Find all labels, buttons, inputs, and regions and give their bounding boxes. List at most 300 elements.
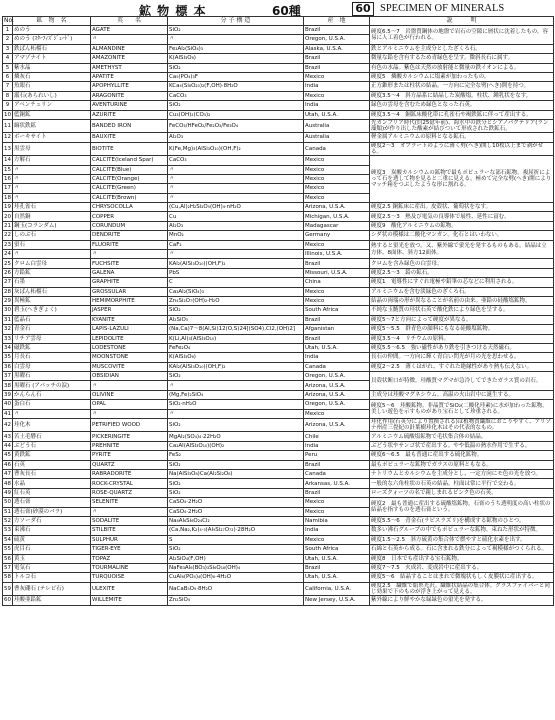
mineral-english-name: SELENITE (91, 498, 168, 507)
mineral-formula: SiO₂ (168, 545, 304, 554)
mineral-locality: Michigan, U.S.A. (304, 212, 370, 221)
mineral-japanese-name: 青金石 (13, 325, 91, 334)
mineral-formula: SiO₂ (168, 101, 304, 110)
mineral-description: 硬度1 電導性にすぐれ電極や鉛筆の芯などに利用される。 (370, 278, 554, 287)
mineral-japanese-name: 〃 (13, 193, 91, 202)
mineral-description: 硬度5.5〜6 青金石(ラピスラズリ)を構成する鉱物のひとつ。 (370, 516, 554, 525)
mineral-japanese-name: 碧玉(へきぎょく) (13, 306, 91, 315)
mineral-english-name: ROCK-CRYSTAL (91, 479, 168, 488)
mineral-formula: Ca₂Al(AlSi₃O₁₀)(OH)₂ (168, 441, 304, 450)
row-number: 16 (4, 175, 11, 182)
mineral-formula: SiO₂·nH₂O (168, 400, 304, 409)
mineral-formula: 〃 (168, 250, 304, 259)
mineral-japanese-name: 黒雲母 (13, 142, 91, 155)
table-row (3, 545, 554, 554)
mineral-locality: Mexico (304, 72, 370, 81)
table-row (3, 362, 554, 371)
mineral-formula: FeCO₃/HFeO₂/Fe₂O₃/Fe₃O₄ (168, 119, 304, 132)
mineral-description: 硬度5〜6 珪酸鉱物。非晶質でSiO₂(二酸化珪素)に水が加わった鉱物。美しい遊色を示すものがあり宝石として珍重される。 (370, 400, 554, 419)
mineral-description: 硬度3.5〜4 斜方晶系に結晶した炭酸塩。柱状、鍾乳状をなす。 (370, 91, 554, 100)
mineral-japanese-name: 藍晶石 (13, 315, 91, 324)
mineral-locality: New Jersey, U.S.A. (304, 596, 370, 605)
table-row (3, 563, 554, 572)
table-row (3, 221, 554, 230)
mineral-formula: (Ca,Na₂,K₂)₄·₅(Al₉Si₂₇O₇₂)·28H₂O (168, 526, 304, 535)
mineral-locality: Canada (304, 470, 370, 479)
table-row (3, 133, 554, 142)
mineral-formula: Zn₄Si₂O₇(OH)₂·H₂O (168, 296, 304, 305)
row-number: 50 (4, 499, 11, 506)
row-number: 3 (3, 44, 13, 53)
mineral-locality: Brazil (304, 563, 370, 572)
table-row (3, 400, 554, 409)
specimen-count: 60種 (272, 4, 301, 18)
row-number: 43 (4, 433, 11, 440)
row-number: 2 (3, 35, 13, 44)
mineral-english-name: LAPIS-LAZULI (91, 325, 168, 334)
mineral-locality: Brazil (304, 26, 370, 35)
mineral-japanese-name: 縞状鉄鉱 (13, 119, 91, 132)
mineral-formula: CuAl₆(PO₄)₄(OH)₈·4H₂O (168, 573, 304, 582)
mineral-locality: Mexico (304, 184, 370, 193)
mineral-locality: Utah, U.S.A. (304, 573, 370, 582)
mineral-formula: CaCO₃ (168, 91, 304, 100)
mineral-japanese-name: 〃 (13, 409, 91, 418)
mineral-english-name: SULPHUR (91, 535, 168, 544)
mineral-locality: Oregon, U.S.A. (304, 35, 370, 44)
mineral-english-name: QUARTZ (91, 460, 168, 469)
mineral-description: ローズクォーツの名で親しまれるピンク色の石英。 (370, 488, 554, 497)
mineral-english-name: 〃 (91, 35, 168, 44)
mineral-locality: India (304, 526, 370, 535)
mineral-locality: India (304, 353, 370, 362)
mineral-description: 硬度7〜7.5 火成岩、変成岩中に産出する。 (370, 563, 554, 572)
table-row (3, 419, 554, 432)
mineral-locality: Mexico (304, 193, 370, 202)
mineral-english-name: MOONSTONE (91, 353, 168, 362)
mineral-japanese-name: 〃 (13, 250, 91, 259)
mineral-formula: C (168, 278, 304, 287)
row-number: 12 (4, 134, 11, 141)
mineral-description: 不純な玉髄質の珪状石英で酸化鉄により緑色を呈する。 (370, 306, 554, 315)
mineral-description: 硬度6〜6.5 最も普通に産出する硫化鉱物。 (370, 451, 554, 460)
mineral-english-name: ULEXITE (91, 582, 168, 595)
mineral-description: 先カンブリア時代(約25億年前)、海水中の鉄分とシアノバクテリア(ラン藻類)が作り出した酸素が結びついて形成された鉄鉱石。 (370, 119, 554, 132)
mineral-locality: Illinois, U.S.A. (304, 250, 370, 259)
row-number: 48 (4, 480, 11, 487)
mineral-english-name: ALMANDINE (91, 44, 168, 53)
row-number: 18 (4, 194, 11, 201)
mineral-description: 硬度8 日本でも産出する宝石鉱物。 (370, 554, 554, 563)
mineral-formula: Al₂SiO₅ (168, 315, 304, 324)
row-number: 36 (4, 363, 11, 370)
mineral-english-name: JASPER (91, 306, 168, 315)
table-row (3, 203, 554, 212)
mineral-formula: SiO₂ (168, 479, 304, 488)
mineral-locality: Brazil (304, 63, 370, 72)
mineral-english-name: DENDRITE (91, 231, 168, 240)
mineral-formula: Al₂O₃ (168, 221, 304, 230)
table-row (3, 110, 554, 119)
mineral-locality: Canada (304, 362, 370, 371)
mineral-english-name: APATITE (91, 72, 168, 81)
row-number: 20 (4, 213, 11, 220)
mineral-english-name: CALCITE(Green) (91, 184, 168, 193)
mineral-japanese-name: 自然銅 (13, 212, 91, 221)
mineral-japanese-name: 黒曜石 (13, 372, 91, 381)
mineral-english-name: TIGER-EYE (91, 545, 168, 554)
mineral-english-name: RABRADORITE (91, 470, 168, 479)
mineral-english-name: ARAGONITE (91, 91, 168, 100)
mineral-locality: India (304, 82, 370, 91)
mineral-locality: Brazil (304, 460, 370, 469)
row-number: 44 (4, 442, 11, 449)
mineral-english-name: CHRYSOCOLLA (91, 203, 168, 212)
row-number: 52 (4, 518, 11, 525)
table-row (3, 240, 554, 249)
mineral-locality: Brazil (304, 54, 370, 63)
mineral-english-name: AMAZONITE (91, 54, 168, 63)
mineral-japanese-name: 〃 (13, 165, 91, 174)
mineral-japanese-name: 珪化木 (13, 419, 91, 432)
mineral-japanese-name: 方ソーダ石 (13, 516, 91, 525)
table-row (3, 72, 554, 81)
mineral-english-name: ROSE-QUARTZ (91, 488, 168, 497)
mineral-locality: Arkansas, U.S.A. (304, 479, 370, 488)
mineral-english-name: 〃 (91, 381, 168, 390)
mineral-formula: 〃 (168, 193, 304, 202)
mineral-japanese-name: 〃 (13, 184, 91, 193)
mineral-description: 硬度3.5〜4 銅鉱床酸化帯に孔雀石や褐鉄鉱に伴って産出する。 (370, 110, 554, 119)
mineral-formula: K(Fe,Mg)₃(AlSi₃O₁₀)(OH,F)₂ (168, 142, 304, 155)
mineral-description: 珪化作用(石英分により置換される)は植物質繊維におこりやすく、アリゾナ州産三畳紀の針葉樹珪化木はその代表的なもの。 (370, 419, 554, 432)
table-row (3, 268, 554, 277)
mineral-description: 硬度5.5〜6.5 強い磁性があり鉄を引きつける天然磁石。 (370, 343, 554, 352)
table-row (3, 296, 554, 305)
mineral-english-name: FLUORITE (91, 240, 168, 249)
mineral-description: 硬度2.5〜3 熱及び電気の良導体で展性、延性に富む。 (370, 212, 554, 221)
mineral-description: 硬度2.5〜3 鉛の鉱石。 (370, 268, 554, 277)
table-row (3, 101, 554, 110)
mineral-locality: Arizona, U.S.A. (304, 390, 370, 399)
mineral-description: ナトリウムとカルシウムを主成分とし、一定方向にモ色の光を放つ。 (370, 470, 554, 479)
mineral-english-name: FUCHSITE (91, 259, 168, 268)
row-number: 32 (4, 326, 11, 333)
mineral-formula: Fe₃Al₂(SiO₄)₃ (168, 44, 304, 53)
mineral-locality: Brazil (304, 315, 370, 324)
mineral-description: 長石の仲間。一方向に輝く青白い閃光が月の光を思わせる。 (370, 353, 554, 362)
mineral-english-name: CALCITE(Blue) (91, 165, 168, 174)
row-number: 58 (4, 574, 11, 581)
mineral-formula: Na₈Al₆Si₆O₂₄Cl₂ (168, 516, 304, 525)
mineral-description: 硬度2〜3 オブラートのように薄く劈(へき)開し10枚以上まで剥がせる。 (370, 142, 554, 155)
mineral-formula: Al₂SiO₄(F,OH) (168, 554, 304, 563)
mineral-formula: MgAl₂(SO₄)₄·22H₂O (168, 432, 304, 441)
table-row (3, 535, 554, 544)
table-row (3, 596, 554, 605)
row-number: 46 (4, 461, 11, 468)
mineral-english-name: LEPIDOLITE (91, 334, 168, 343)
mineral-formula: KCa₄(Si₈O₂₀)₂(F,OH)·8H₂O (168, 82, 304, 91)
mineral-formula: SiO₂ (168, 488, 304, 497)
mineral-japanese-name: 紫水晶 (13, 63, 91, 72)
mineral-formula: 〃 (168, 35, 304, 44)
mineral-locality: Alaska, U.S.A. (304, 44, 370, 53)
mineral-locality: Mexico (304, 296, 370, 305)
mineral-formula: KAl₂(AlSi₃O₁₀)(OH,F)₂ (168, 362, 304, 371)
mineral-english-name: PYRITE (91, 451, 168, 460)
mineral-locality: Arizona, U.S.A. (304, 203, 370, 212)
mineral-formula: Zn₂SiO₄ (168, 596, 304, 605)
mineral-formula: SiO₂ (168, 460, 304, 469)
mineral-japanese-name: 磁鉄鉱 (13, 343, 91, 352)
mineral-description: 硬度5 燐酸カルシウムに塩素が加わったもの。 (370, 72, 554, 81)
row-number: 54 (4, 536, 11, 543)
mineral-locality: Brazil (304, 334, 370, 343)
mineral-japanese-name: 珪孔雀石 (13, 203, 91, 212)
table-row (3, 343, 554, 352)
page-number-box: 60 (352, 2, 374, 16)
mineral-description: 結晶の両端の形が異なることが名前の由来。亜鉛の硅酸塩鉱物。 (370, 296, 554, 305)
table-row (3, 451, 554, 460)
mineral-description: 軽金属アルミニウムの原料となる鉱石。 (370, 133, 554, 142)
row-number: 9 (3, 101, 13, 110)
row-number: 57 (4, 565, 11, 572)
table-row (3, 306, 554, 315)
mineral-english-name: PICKERINGITE (91, 432, 168, 441)
mineral-description: 硬度2.5 繊維で絹糸光沢。繊維状結晶の集合体。グラスファイバーと同じ効果で下のものが浮き上がって見える。 (370, 582, 554, 595)
mineral-japanese-name: 鉄ばん柘榴石 (13, 44, 91, 53)
mineral-japanese-name: 曹灰長石 (13, 470, 91, 479)
col-header-japanese-name: 鉱 物 名 (13, 17, 91, 26)
row-number: 8 (3, 91, 13, 100)
mineral-japanese-name: アベンチュリン (13, 101, 91, 110)
mineral-formula: SiO₂ (168, 306, 304, 315)
mineral-japanese-name: 石墨 (13, 278, 91, 287)
row-number: 35 (4, 354, 11, 361)
mineral-description: 有色の水晶。紫色は天然の放射能と微量の鉄イオンによる。 (370, 63, 554, 72)
table-row (3, 156, 554, 165)
mineral-formula: SiO₂ (168, 63, 304, 72)
table-row (3, 432, 554, 441)
row-number: 38 (4, 382, 11, 389)
mineral-locality: Peru (304, 451, 370, 460)
table-header-row (3, 17, 554, 26)
table-row (3, 91, 554, 100)
mineral-japanese-name: 透石膏 (13, 498, 91, 507)
mineral-japanese-name: 虎目石 (13, 545, 91, 554)
mineral-locality: Utah, U.S.A. (304, 110, 370, 119)
row-number: 31 (4, 316, 11, 323)
mineral-english-name: HEMIMORPHITE (91, 296, 168, 305)
mineral-locality: Brazil (304, 259, 370, 268)
mineral-formula: SiO₂ (168, 26, 304, 35)
mineral-locality: Germany (304, 231, 370, 240)
row-number: 47 (4, 471, 11, 478)
table-row (3, 212, 554, 221)
mineral-formula: MnO₂ (168, 231, 304, 240)
mineral-english-name: BIOTITE (91, 142, 168, 155)
row-number: 53 (4, 527, 11, 534)
mineral-japanese-name: 燐灰石 (13, 72, 91, 81)
mineral-formula: K(AlSi₃O₈) (168, 353, 304, 362)
mineral-japanese-name: トルコ石 (13, 573, 91, 582)
row-number: 37 (4, 373, 11, 380)
mineral-locality: Utah, U.S.A. (304, 554, 370, 563)
mineral-formula: 〃 (168, 409, 304, 418)
mineral-formula: NaFe₃Al₆(BO₃)₃Si₆O₁₈(OH)₄ (168, 563, 304, 572)
mineral-formula: FeS₂ (168, 451, 304, 460)
row-number: 25 (4, 260, 11, 267)
mineral-locality: Mexico (304, 240, 370, 249)
mineral-formula: PbS (168, 268, 304, 277)
table-row (3, 582, 554, 595)
row-number: 13 (3, 142, 13, 155)
mineral-japanese-name: リチア雲母 (13, 334, 91, 343)
mineral-locality: Afganistan (304, 325, 370, 334)
mineral-description: 硬度2 最も普通に産出する硫酸塩鉱物。石膏のうち透明度の高い柱状の結晶を指すものを透石膏という。 (370, 498, 554, 517)
row-number: 22 (4, 232, 11, 239)
mineral-japanese-name: 束沸石 (13, 526, 91, 535)
mineral-description: 貝殻状断口が特徴。珪酸質マグマが急冷してできたガラス質の岩石。 (370, 372, 554, 391)
row-number: 41 (4, 410, 11, 417)
mineral-formula: CaSO₄·2H₂O (168, 507, 304, 516)
mineral-japanese-name: 白雲母 (13, 362, 91, 371)
mineral-japanese-name: 蛋白石 (13, 400, 91, 409)
mineral-japanese-name: 〃 (13, 174, 91, 183)
mineral-japanese-name: アマゾナイト (13, 54, 91, 63)
minerals-table (2, 16, 554, 606)
table-row (3, 54, 554, 63)
mineral-japanese-name: 蛍石 (13, 240, 91, 249)
mineral-description: 硬度6.5〜7 岩盤質鋼体の地盤で岩石の空隙に層状に沈着したもの。容易に人工着色が行われる。 (370, 26, 554, 45)
table-row (3, 44, 554, 53)
page-title: 鉱 物 標 本 (139, 4, 207, 18)
row-number: 51 (4, 508, 11, 515)
mineral-formula: CaCO₃ (168, 156, 304, 165)
mineral-japanese-name: 珪酸亜鉛鉱 (13, 596, 91, 605)
mineral-description: 数多い沸石グループの中でもポピュラーな鉱物。束ねた形状が特徴。 (370, 526, 554, 535)
mineral-formula: 〃 (168, 165, 304, 174)
mineral-locality: California, U.S.A. (304, 582, 370, 595)
mineral-formula: 〃 (168, 174, 304, 183)
table-row (3, 488, 554, 497)
mineral-description: 紫外線により鮮やかな緑緑色の蛍光を発する。 (370, 596, 554, 605)
mineral-english-name: LODESTONE (91, 343, 168, 352)
mineral-locality: Oregon, U.S.A. (304, 400, 370, 409)
mineral-english-name: TOURMALINE (91, 563, 168, 572)
mineral-japanese-name: 霰石(あられいし) (13, 91, 91, 100)
mineral-locality: Namibia (304, 516, 370, 525)
mineral-locality: Mexico (304, 91, 370, 100)
table-row (3, 82, 554, 91)
mineral-japanese-name: 異極鉱 (13, 296, 91, 305)
mineral-description: 硬度1.5〜2.5 斜方硫黄の集合体で燃やすと硫化水素を出す。 (370, 535, 554, 544)
mineral-formula: FeFe₂O₄ (168, 343, 304, 352)
mineral-english-name: AMETHYST (91, 63, 168, 72)
mineral-locality: Madagascar (304, 221, 370, 230)
mineral-description: 緑色の雲母を含むため緑色となった石英。 (370, 101, 554, 110)
mineral-formula: (Mg,Fe)₂SiO₄ (168, 390, 304, 399)
row-number: 17 (4, 185, 11, 192)
mineral-japanese-name: 黄玉 (13, 554, 91, 563)
mineral-description: 熱すると蛍光を放つ。又、紫外線で蛍光を発するものもある。結晶は立方体、8面体、斜方12面体。 (370, 240, 554, 259)
mineral-formula: 〃 (168, 381, 304, 390)
table-row (3, 325, 554, 334)
mineral-english-name: 〃 (91, 250, 168, 259)
mineral-description: 硬度9 酸化アルミニウムの鉱物。 (370, 221, 554, 230)
mineral-japanese-name: 月長石 (13, 353, 91, 362)
table-row (3, 516, 554, 525)
row-number: 40 (4, 401, 11, 408)
table-row (3, 315, 554, 324)
mineral-formula: (Cu,Al)₂H₂Si₂O₅(OH)₄·nH₂O (168, 203, 304, 212)
row-number: 7 (3, 82, 13, 91)
mineral-formula: NaCaB₅O₉·8H₂O (168, 582, 304, 595)
mineral-japanese-name: 黄鉄鉱 (13, 451, 91, 460)
mineral-english-name: CALCITE(Iceland Spar) (91, 156, 168, 165)
mineral-locality: Mexico (304, 507, 370, 516)
table-row (3, 372, 554, 381)
mineral-locality: Mexico (304, 535, 370, 544)
mineral-description: シダ状の模様は二酸化マンガン。化石とはいわない。 (370, 231, 554, 240)
row-number: 27 (4, 279, 11, 286)
mineral-locality: Arizona, U.S.A. (304, 381, 370, 390)
row-number: 42 (3, 419, 13, 432)
row-number: 26 (4, 269, 11, 276)
mineral-formula: Cu₃(OH)₂(CO₃)₂ (168, 110, 304, 119)
mineral-english-name: OLIVINE (91, 390, 168, 399)
mineral-locality: Chile (304, 432, 370, 441)
col-header-description: 説 明 (370, 17, 554, 26)
mineral-japanese-name: 硫黄 (13, 535, 91, 544)
mineral-japanese-name: しのぶ石 (13, 231, 91, 240)
mineral-description: 硬度3.5〜4 リチウムの原料。 (370, 334, 554, 343)
table-row (3, 26, 554, 35)
mineral-description: 硬度2.5 銅鉱床に産出。皮殻状、葡萄状をなす。 (370, 203, 554, 212)
table-row (3, 287, 554, 296)
mineral-description: 硬度5〜6 結晶することはまれで微塊状もしく皮膜状に産出する。 (370, 573, 554, 582)
row-number: 11 (3, 119, 13, 132)
mineral-locality: India (304, 441, 370, 450)
row-number: 15 (4, 166, 11, 173)
mineral-formula: Na(AlSi₃O₈)Ca(Al₂Si₂O₈) (168, 470, 304, 479)
table-row (3, 142, 554, 155)
mineral-formula: K(AlSi₃O₈) (168, 54, 304, 63)
table-body (3, 26, 554, 606)
row-number: 1 (3, 26, 13, 35)
mineral-locality: Arizona, U.S.A. (304, 419, 370, 432)
mineral-english-name: AGATE (91, 26, 168, 35)
mineral-locality: China (304, 278, 370, 287)
mineral-english-name: CALCITE(Orange) (91, 174, 168, 183)
row-number: 14 (4, 157, 11, 164)
mineral-formula: K(Li,Al)₃(AlSi₃O₁₀) (168, 334, 304, 343)
row-number: 49 (4, 489, 11, 496)
table-row (3, 554, 554, 563)
mineral-japanese-name: かんらん石 (13, 390, 91, 399)
row-number: 5 (3, 63, 13, 72)
mineral-english-name: PETRIFIED WOOD (91, 419, 168, 432)
mineral-japanese-name: めのう (13, 26, 91, 35)
mineral-formula: SiO₂ (168, 372, 304, 381)
mineral-english-name: CORUNDUM (91, 221, 168, 230)
mineral-locality: Missouri, U.S.A. (304, 268, 370, 277)
row-number: 59 (3, 582, 13, 595)
mineral-english-name: BANDED IRON (91, 119, 168, 132)
table-row (3, 353, 554, 362)
row-number: 34 (4, 345, 11, 352)
